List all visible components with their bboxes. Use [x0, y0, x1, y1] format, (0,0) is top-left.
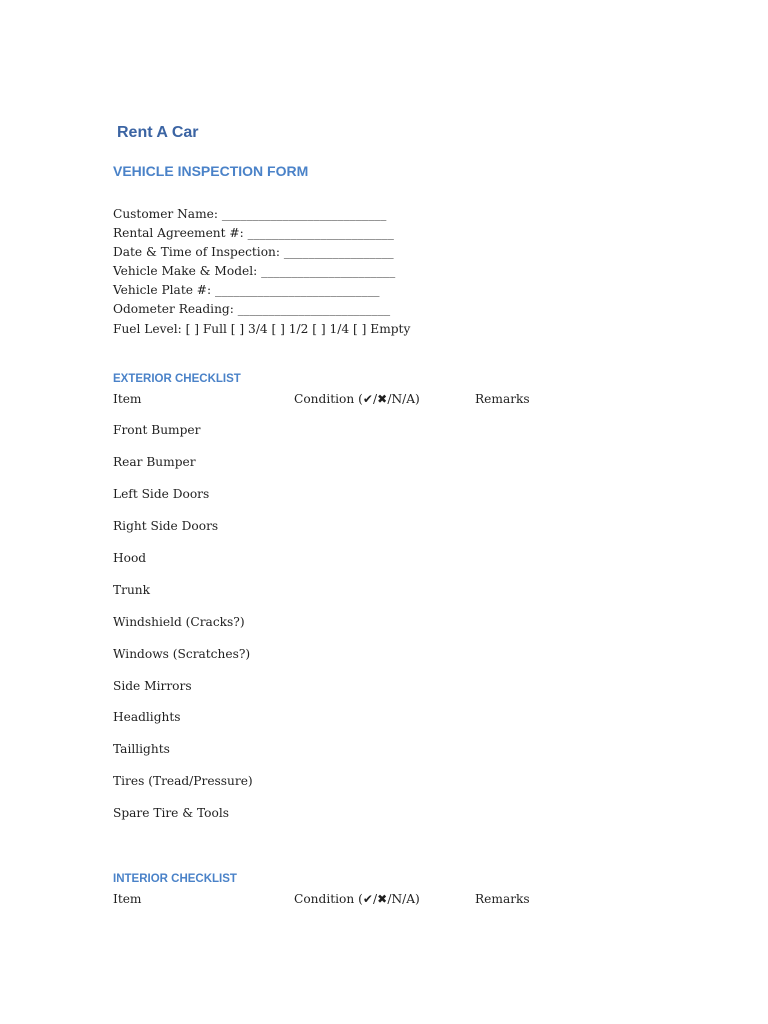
- list-item: Windshield (Cracks?): [113, 614, 245, 629]
- rental-agreement-field: Rental Agreement #: ________________________: [113, 226, 394, 241]
- odometer-reading-field: Odometer Reading: _________________________: [113, 302, 391, 317]
- customer-name-field: Customer Name: ___________________________: [113, 207, 387, 221]
- list-item: Headlights: [113, 710, 181, 725]
- exterior-checklist-heading: EXTERIOR CHECKLIST: [113, 373, 241, 385]
- list-item: Front Bumper: [113, 423, 201, 437]
- list-item: Side Mirrors: [113, 678, 192, 693]
- interior-col-item: Item: [113, 892, 142, 906]
- list-item: Rear Bumper: [113, 454, 196, 469]
- list-item: Windows (Scratches?): [113, 646, 251, 661]
- list-item: Right Side Doors: [113, 518, 219, 533]
- inspection-datetime-field: Date & Time of Inspection: __________________: [113, 245, 394, 260]
- list-item: Taillights: [113, 742, 170, 757]
- exterior-col-remarks: Remarks: [475, 392, 530, 406]
- exterior-items-list: [113, 423, 253, 838]
- exterior-table-header: [113, 392, 673, 410]
- vehicle-make-model-field: Vehicle Make & Model: ______________________: [113, 264, 396, 279]
- exterior-col-condition: Condition (✔/✖/N/A): [294, 392, 420, 406]
- list-item: Tires (Tread/Pressure): [113, 774, 253, 789]
- list-item: Hood: [113, 550, 147, 565]
- interior-table-header: [113, 892, 673, 910]
- brand-title: Rent A Car: [117, 124, 199, 141]
- form-title: VEHICLE INSPECTION FORM: [113, 163, 309, 179]
- interior-col-condition: Condition (✔/✖/N/A): [294, 892, 420, 906]
- list-item: Trunk: [113, 582, 151, 597]
- list-item: Left Side Doors: [113, 486, 210, 501]
- customer-fields: [113, 205, 410, 339]
- interior-checklist-heading: INTERIOR CHECKLIST: [113, 873, 237, 885]
- fuel-level-field: Fuel Level: [ ] Full [ ] 3/4 [ ] 1/2 [ ] 1/4 [ ] Empty: [113, 321, 411, 336]
- interior-col-remarks: Remarks: [475, 892, 530, 906]
- exterior-col-item: Item: [113, 392, 142, 406]
- vehicle-plate-field: Vehicle Plate #: ___________________________: [113, 283, 380, 298]
- list-item: Spare Tire & Tools: [113, 806, 230, 821]
